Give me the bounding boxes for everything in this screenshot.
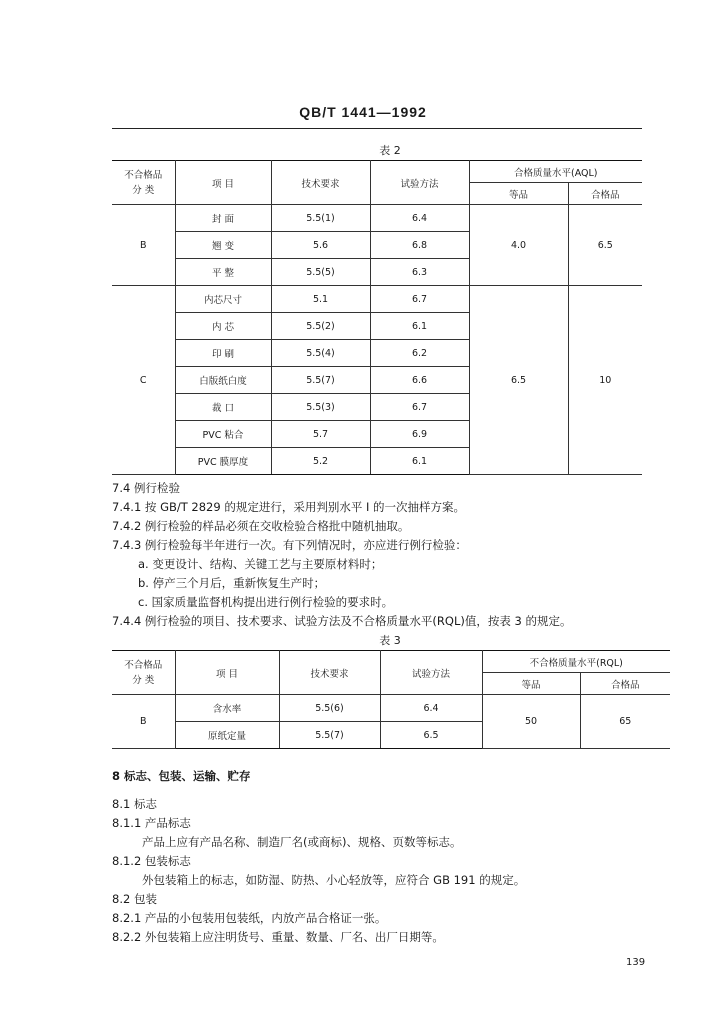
table2-header-category: 不合格品 分 类 <box>112 161 175 205</box>
table2-header-item: 项 目 <box>175 161 271 205</box>
table3-item-cell: 含水率 <box>175 695 279 722</box>
table2-tech-cell: 5.5(5) <box>271 259 370 286</box>
table-row <box>112 205 642 232</box>
para-7-4-1: 7.4.1 按 GB/T 2829 的规定进行，采用判别水平 I 的一次抽样方案。 <box>112 500 466 514</box>
table2-qualified-cell: 6.5 <box>568 205 642 286</box>
table-2 <box>112 160 642 475</box>
table2-tech-cell: 5.5(7) <box>271 367 370 394</box>
table2-first-grade-cell: 4.0 <box>469 205 568 286</box>
table3-body <box>112 695 670 749</box>
table2-tech-cell: 5.5(3) <box>271 394 370 421</box>
page-number: 139 <box>626 957 646 968</box>
table2-caption: 表 2 <box>379 144 401 157</box>
table2-category-cell: B <box>112 205 175 286</box>
table2-item-cell: 裁 口 <box>175 394 271 421</box>
table2-item-cell: 封 面 <box>175 205 271 232</box>
table3-tech-cell: 5.5(7) <box>279 722 380 749</box>
table2-tech-cell: 5.5(1) <box>271 205 370 232</box>
table2-method-cell: 6.1 <box>370 313 469 340</box>
table3-method-cell: 6.5 <box>380 722 482 749</box>
table3-header-item: 项 目 <box>175 651 279 695</box>
table2-method-cell: 6.3 <box>370 259 469 286</box>
table2-method-cell: 6.2 <box>370 340 469 367</box>
document-header: QB/T 1441—1992 <box>299 104 427 120</box>
table3-caption: 表 3 <box>379 634 401 647</box>
table3-qualified-cell: 65 <box>580 695 670 749</box>
table3-header-qualified: 合格品 <box>580 673 670 695</box>
table2-item-cell: 内 芯 <box>175 313 271 340</box>
list-item-b: b. 停产三个月后，重新恢复生产时； <box>138 576 326 590</box>
section-8-heading: 8 标志、包装、运输、贮存 <box>112 769 251 783</box>
table3-first-grade-cell: 50 <box>482 695 580 749</box>
table2-category-cell: C <box>112 286 175 475</box>
table2-first-grade-cell: 6.5 <box>469 286 568 475</box>
table2-method-cell: 6.7 <box>370 394 469 421</box>
para-8-1-1: 产品上应有产品名称、制造厂名(或商标)、规格、页数等标志。 <box>142 835 462 849</box>
table3-tech-cell: 5.5(6) <box>279 695 380 722</box>
table2-tech-cell: 5.6 <box>271 232 370 259</box>
table-row <box>112 695 670 722</box>
section-7-4-heading: 7.4 例行检验 <box>112 481 180 495</box>
table2-item-cell: 内芯尺寸 <box>175 286 271 313</box>
para-8-2-1: 8.2.1 产品的小包装用包装纸，内放产品合格证一张。 <box>112 911 387 925</box>
table2-tech-cell: 5.1 <box>271 286 370 313</box>
table2-item-cell: PVC 膜厚度 <box>175 448 271 475</box>
list-item-c: c. 国家质量监督机构提出进行例行检验的要求时。 <box>138 595 394 609</box>
section-8-1-2-heading: 8.1.2 包装标志 <box>112 854 191 868</box>
table2-method-cell: 6.8 <box>370 232 469 259</box>
table2-qualified-cell: 10 <box>568 286 642 475</box>
table2-header-qualified: 合格品 <box>568 183 642 205</box>
table2-header-first-grade: 等品 <box>469 183 568 205</box>
para-8-2-2: 8.2.2 外包装箱上应注明货号、重量、数量、厂名、出厂日期等。 <box>112 930 444 944</box>
table2-item-cell: 翘 变 <box>175 232 271 259</box>
table3-header-method: 试验方法 <box>380 651 482 695</box>
section-8-1-1-heading: 8.1.1 产品标志 <box>112 816 191 830</box>
table2-tech-cell: 5.2 <box>271 448 370 475</box>
table2-item-cell: PVC 粘合 <box>175 421 271 448</box>
table2-method-cell: 6.4 <box>370 205 469 232</box>
table2-tech-cell: 5.5(2) <box>271 313 370 340</box>
table2-method-cell: 6.9 <box>370 421 469 448</box>
list-item-a: a. 变更设计、结构、关键工艺与主要原材料时； <box>138 557 383 571</box>
table2-method-cell: 6.6 <box>370 367 469 394</box>
section-8-1-heading: 8.1 标志 <box>112 797 157 811</box>
table2-header-tech: 技术要求 <box>271 161 370 205</box>
table2-item-cell: 印 刷 <box>175 340 271 367</box>
table-row <box>112 286 642 313</box>
table2-tech-cell: 5.5(4) <box>271 340 370 367</box>
table3-item-cell: 原纸定量 <box>175 722 279 749</box>
table2-method-cell: 6.7 <box>370 286 469 313</box>
table3-category-cell: B <box>112 695 175 749</box>
para-7-4-2: 7.4.2 例行检验的样品必须在交收检验合格批中随机抽取。 <box>112 519 410 533</box>
table2-header-method: 试验方法 <box>370 161 469 205</box>
para-7-4-4: 7.4.4 例行检验的项目、技术要求、试验方法及不合格质量水平(RQL)值，按表 3 的规定。 <box>112 614 572 628</box>
table2-header-aql: 合格质量水平(AQL) <box>469 161 642 183</box>
table-3 <box>112 650 670 749</box>
table2-item-cell: 白版纸白度 <box>175 367 271 394</box>
header-rule <box>112 128 642 129</box>
table3-header-first-grade: 等品 <box>482 673 580 695</box>
table3-method-cell: 6.4 <box>380 695 482 722</box>
table3-header-tech: 技术要求 <box>279 651 380 695</box>
table2-body <box>112 205 642 475</box>
table2-method-cell: 6.1 <box>370 448 469 475</box>
para-7-4-3: 7.4.3 例行检验每半年进行一次。有下列情况时，亦应进行例行检验： <box>112 538 467 552</box>
section-8-2-heading: 8.2 包装 <box>112 892 157 906</box>
table3-header-rql: 不合格质量水平(RQL) <box>482 651 670 673</box>
table2-tech-cell: 5.7 <box>271 421 370 448</box>
table3-header-category: 不合格品 分 类 <box>112 651 175 695</box>
table2-item-cell: 平 整 <box>175 259 271 286</box>
para-8-1-2: 外包装箱上的标志，如防湿、防热、小心轻放等，应符合 GB 191 的规定。 <box>142 873 526 887</box>
